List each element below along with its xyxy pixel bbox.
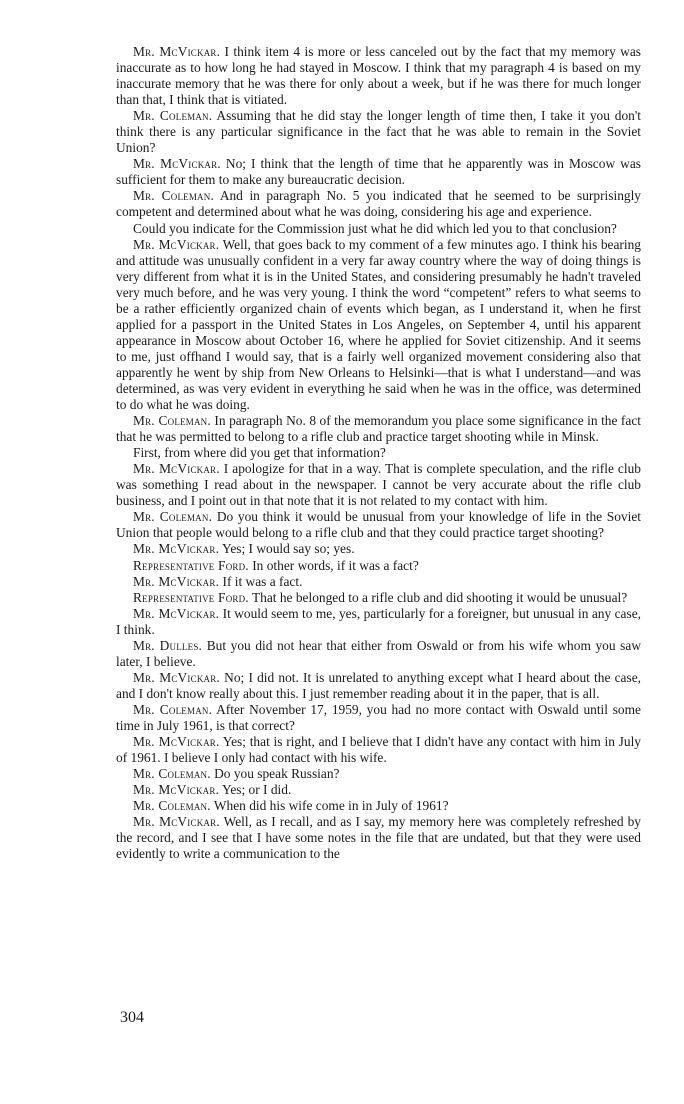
testimony-paragraph — [116, 606, 641, 638]
paragraph-text: No; I think that the length of time that he apparently was in Moscow was sufficient for them to make any bureaucratic decision. — [116, 156, 641, 188]
document-body — [116, 44, 641, 862]
testimony-paragraph — [116, 638, 641, 670]
speaker-name: Mr. Coleman. — [133, 188, 214, 204]
testimony-paragraph — [116, 734, 641, 766]
speaker-name: Representative Ford. — [133, 589, 249, 605]
paragraph-text: That he belonged to a rifle club and did shooting it would be unusual? — [248, 589, 628, 605]
paragraph-text: But you did not hear that either from Oswald or from his wife whom you saw later, I believe. — [116, 637, 641, 669]
speaker-name: Mr. Dulles. — [133, 637, 203, 653]
testimony-paragraph — [116, 766, 641, 782]
testimony-paragraph — [116, 541, 641, 557]
paragraph-text: If it was a fact. — [219, 573, 303, 589]
speaker-name: Mr. McVickar. — [133, 236, 220, 252]
testimony-paragraph — [116, 461, 641, 509]
paragraph-text: Yes; or I did. — [219, 782, 292, 798]
paragraph-text: Assuming that he did stay the longer length of time then, I take it you don't think there is any particular significance in the fact that he was able to remain in the Soviet Union? — [116, 108, 641, 156]
testimony-paragraph — [116, 44, 641, 108]
testimony-paragraph — [116, 413, 641, 445]
paragraph-text: In paragraph No. 8 of the memorandum you place some significance in the fact that he was permitted to belong to a rifle club and practice target shooting while in Minsk. — [116, 413, 642, 445]
testimony-paragraph — [116, 108, 641, 156]
speaker-name: Mr. McVickar. — [133, 605, 220, 621]
speaker-name: Mr. Coleman. — [133, 509, 213, 525]
testimony-paragraph — [116, 188, 641, 220]
testimony-paragraph — [116, 798, 641, 814]
testimony-paragraph — [116, 445, 641, 461]
testimony-paragraph — [116, 702, 641, 734]
speaker-name: Mr. Coleman. — [133, 766, 211, 782]
speaker-name: Mr. McVickar. — [133, 541, 220, 557]
speaker-name: Mr. Coleman. — [133, 108, 213, 124]
testimony-paragraph — [116, 558, 641, 574]
speaker-name: Mr. McVickar. — [133, 669, 220, 685]
paragraph-text: After November 17, 1959, you had no more contact with Oswald until some time in July 1961, is that correct? — [116, 701, 641, 733]
paragraph-text: Could you indicate for the Commission just what he did which led you to that conclusion? — [133, 220, 617, 236]
speaker-name: Mr. McVickar. — [133, 156, 221, 172]
speaker-name: Mr. McVickar. — [133, 44, 221, 59]
paragraph-text: When did his wife come in in July of 1961? — [210, 798, 449, 814]
page-number: 304 — [120, 1009, 144, 1026]
paragraph-text: First, from where did you get that information? — [133, 445, 386, 461]
paragraph-text: I apologize for that in a way. That is complete speculation, and the rifle club was something I read about in the newspaper. I cannot be very accurate about the rifle club business, and I point out in that note that it is not related to my contact with him. — [116, 461, 641, 509]
paragraph-text: No; I did not. It is unrelated to anything except what I heard about the case, and I don't know really about this. I just remember reading about it in the paper, that is all. — [116, 669, 641, 701]
paragraph-text: It would seem to me, yes, particularly for a foreigner, but unusual in any case, I think. — [116, 605, 641, 637]
paragraph-text: Yes; that is right, and I believe that I didn't have any contact with him in July of 1961. I believe I only had contact with his wife. — [116, 734, 641, 766]
paragraph-text: Do you think it would be unusual from your knowledge of life in the Soviet Union that people would belong to a rifle club and that they could practice target shooting? — [116, 509, 641, 541]
speaker-name: Mr. McVickar. — [133, 734, 220, 750]
testimony-paragraph — [116, 221, 641, 237]
paragraph-text: And in paragraph No. 5 you indicated that he seemed to be surprisingly competent and determined about what he was doing, considering his age and experience. — [116, 188, 642, 220]
speaker-name: Mr. McVickar. — [133, 573, 220, 589]
paragraph-text: I think item 4 is more or less canceled out by the fact that my memory was inaccurate as to how long he had stayed in Moscow. I think that my paragraph 4 is based on my inaccurate memory that he was there for only about a week, but if he was there for much longer than that, I think that is vitiated. — [116, 44, 641, 108]
speaker-name: Representative Ford. — [133, 557, 249, 573]
testimony-paragraph — [116, 814, 641, 862]
testimony-paragraph — [116, 574, 641, 590]
paragraph-text: In other words, if it was a fact? — [248, 557, 419, 573]
testimony-paragraph — [116, 782, 641, 798]
paragraph-text: Do you speak Russian? — [210, 766, 340, 782]
paragraph-text: Well, that goes back to my comment of a few minutes ago. I think his bearing and attitude was unusually confident in a very far away country where the way of doing things is very different from what it is in the United States, and considering presumably he hadn't traveled very much before, and he was very young. I think the word “competent” refers to what seems to be a rather efficiently organized chain of events which began, as I understand it, when he first applied for a passport in the United States in Los Angeles, on September 4, until his apparent appearance in Moscow about October 16, where he applied for Soviet citizenship. And it seems to me, just offhand I would say, that is a fairly well organized movement considering also that apparently he went by ship from New Orleans to Helsinki—that is what I understand—and was determined, as was very evident in everything he said when he was in the office, was determined to do what he was doing. — [116, 236, 641, 413]
speaker-name: Mr. Coleman. — [133, 798, 211, 814]
testimony-paragraph — [116, 509, 641, 541]
paragraph-text: Yes; I would say so; yes. — [219, 541, 355, 557]
testimony-paragraph — [116, 156, 641, 188]
speaker-name: Mr. Coleman. — [133, 413, 211, 429]
speaker-name: Mr. Coleman. — [133, 701, 213, 717]
paragraph-text: Well, as I recall, and as I say, my memory here was completely refreshed by the record, and I see that I have some notes in the file that are undated, but that they were used evidently to write a communication to the — [116, 814, 641, 862]
testimony-paragraph — [116, 670, 641, 702]
testimony-paragraph — [116, 237, 641, 414]
speaker-name: Mr. McVickar. — [133, 782, 220, 798]
speaker-name: Mr. McVickar. — [133, 461, 220, 477]
testimony-paragraph — [116, 590, 641, 606]
speaker-name: Mr. McVickar. — [133, 814, 220, 830]
